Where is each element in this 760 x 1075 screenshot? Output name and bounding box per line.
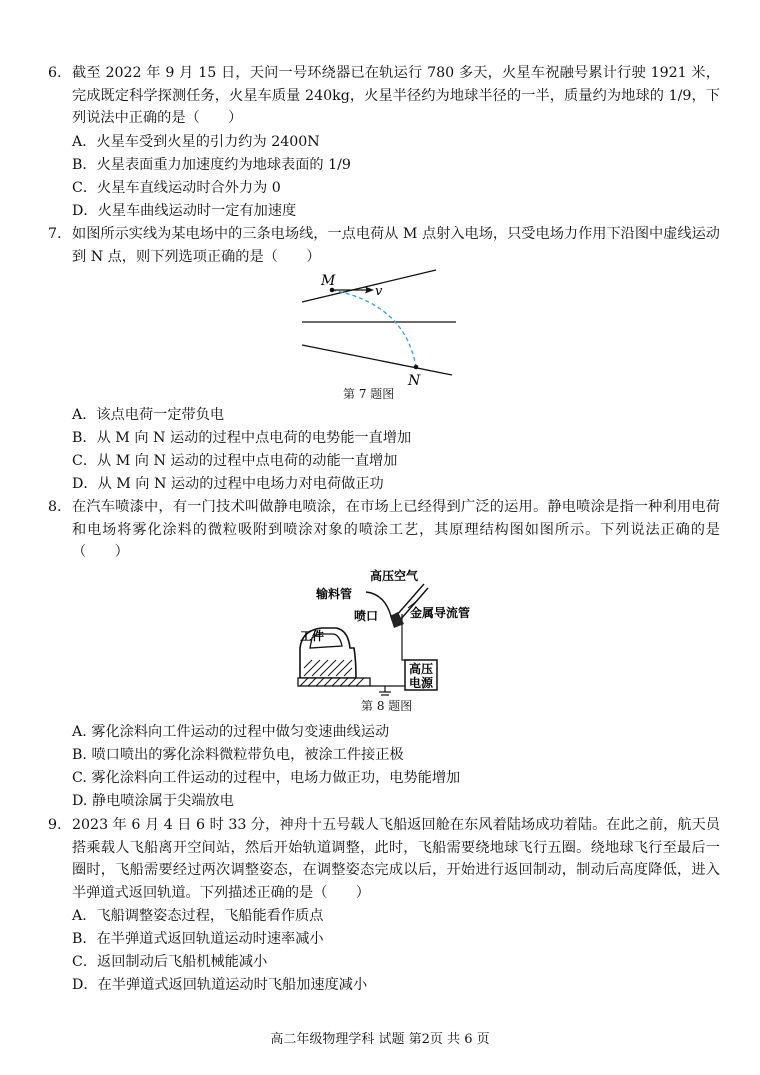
label-nozzle: 喷口: [354, 609, 379, 623]
option-a: A．火星车受到火星的引力约为 2400N: [72, 134, 320, 150]
label-workpiece: 工件: [300, 629, 325, 643]
power-supply-label-1: 高压: [409, 662, 434, 676]
option-c: C．火星车直线运动时合外力为 0: [72, 180, 281, 196]
option-d: D．火星车曲线运动时一定有加速度: [72, 203, 297, 219]
option-b: B. 喷口喷出的雾化涂料微粒带负电，被涂工件接正极: [72, 747, 404, 763]
power-supply-label-2: 电源: [409, 676, 434, 690]
guide-wire: [402, 614, 410, 660]
label-m: M: [321, 273, 336, 289]
option-c: C．返回制动后飞船机械能减小: [72, 954, 268, 970]
option-d: D．在半弹道式返回轨道运动时飞船加速度减小: [72, 977, 368, 993]
option-b: B．火星表面重力加速度约为地球表面的 1/9: [72, 157, 351, 173]
figure-caption: 第 8 题图: [361, 699, 413, 713]
option-a: A. 雾化涂料向工件运动的过程中做匀变速曲线运动: [72, 724, 390, 740]
option-a: A．该点电荷一定带负电: [72, 407, 225, 423]
option-c: C. 雾化涂料向工件运动的过程中，电场力做正功，电势能增加: [72, 770, 461, 786]
spray-figure: [290, 568, 490, 696]
option-d: D. 静电喷涂属于尖端放电: [72, 793, 234, 809]
option-b: B．从 M 向 N 运动的过程中点电荷的电势能一直增加: [72, 430, 412, 446]
question-number: 9.: [48, 817, 62, 833]
question-8: [48, 496, 720, 564]
question-6: [48, 62, 720, 130]
trajectory-curve: [332, 290, 416, 367]
figure-caption: 第 7 题图: [343, 387, 395, 401]
question-9: [48, 814, 720, 904]
label-v: v: [375, 284, 383, 299]
label-feed-tube: 输料管: [316, 587, 353, 601]
question-number: 7.: [48, 226, 62, 242]
option-d: D．从 M 向 N 运动的过程中电场力对电荷做正功: [72, 476, 384, 492]
option-c: C．从 M 向 N 运动的过程中点电荷的动能一直增加: [72, 453, 398, 469]
label-metal-guide-pipe: 金属导流管: [410, 606, 471, 620]
question-stem: 2023 年 6 月 4 日 6 时 33 分，神舟十五号载人飞船返回舱在东风着陆场成功着陆。在此之前，航天员搭乘载人飞船离开空间站，然后开始轨道调整，此时，飞船需要绕地球飞行五圈。绕地球飞行至最后一圈时，飞船需要经过两次调整姿态，在调整姿态完成以后，开始进行返回制动，制动后高度降低，进入半弹道式返回轨道。下列描述正确的是（ ）: [72, 817, 720, 901]
option-a: A．飞船调整姿态过程，飞船能看作质点: [72, 908, 324, 924]
field-line-figure: [290, 262, 470, 392]
option-b: B．在半弹道式返回轨道运动时速率减小: [72, 931, 324, 947]
question-stem: 截至 2022 年 9 月 15 日，天问一号环绕器已在轨运行 780 多天，火星车祝融号累计行驶 1921 米，完成既定科学探测任务，火星车质量 240kg，火星半径约为地球半径的一半，质量约为地球的 1/9，下列说法中正确的是（ ）: [72, 65, 720, 126]
ground-icon: [379, 686, 391, 695]
question-number: 6.: [48, 65, 62, 81]
label-high-pressure-air: 高压空气: [370, 569, 419, 583]
question-stem: 如图所示实线为某电场中的三条电场线，一点电荷从 M 点射入电场，只受电场力作用下沿图中虚线运动到 N 点，则下列选项正确的是（ ）: [72, 226, 720, 265]
question-number: 8.: [48, 499, 62, 515]
question-stem: 在汽车喷漆中，有一门技术叫做静电喷涂，在市场上已经得到广泛的运用。静电喷涂是指一种利用电荷和电场将雾化涂料的微粒吸附到喷涂对象的喷涂工艺，其原理结构图如图所示。下列说法正确的是（ ）: [72, 499, 720, 560]
point-n: [414, 365, 419, 370]
field-line-bottom: [302, 345, 452, 375]
label-n: N: [408, 373, 421, 389]
page-footer: 高二年级物理学科 试题 第2页 共 6 页: [270, 1032, 490, 1047]
